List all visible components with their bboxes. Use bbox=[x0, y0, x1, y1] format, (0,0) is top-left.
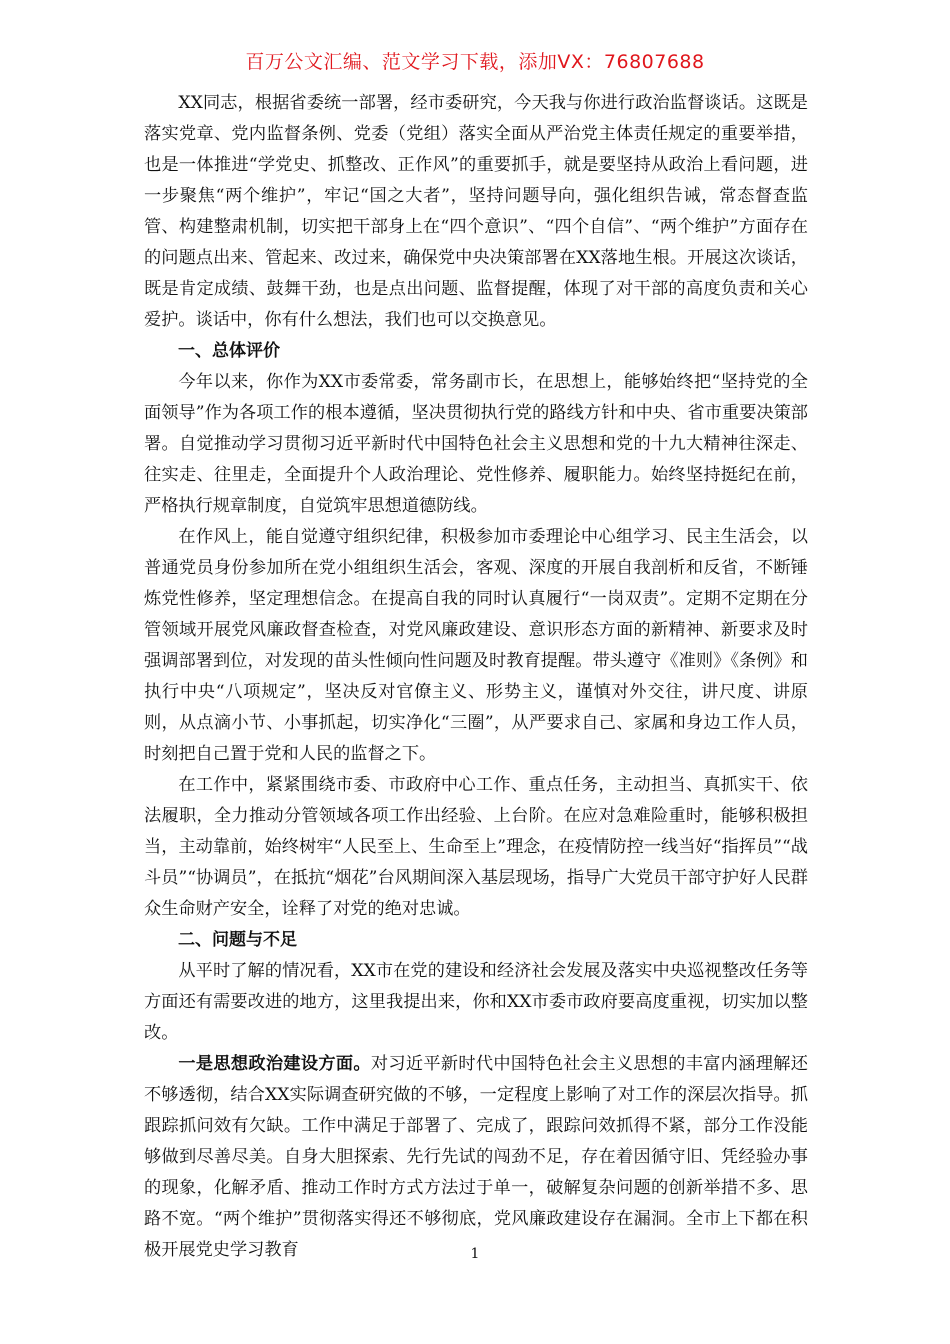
paragraph-ideological-political bbox=[144, 1049, 808, 1266]
paragraph-body: 对习近平新时代中国特色社会主义思想的丰富内涵理解还不够透彻，结合XX实际调查研究做的不够，一定程度上影响了对工作的深层次指导。抓跟踪抓问效有欠缺。工作中满足于部署了、完成了，跟踪问效抓得不紧，部分工作没能够做到尽善尽美。自身大胆探索、先行先试的闯劲不足，存在着因循守旧、凭经验办事的现象，化解矛盾、推动工作时方式方法过于单一，破解复杂问题的创新举措不多、思路不宽。“两个维护”贯彻落实得还不够彻底，党风廉政建设存在漏洞。全市上下都在积极开展党史学习教育 bbox=[144, 1054, 808, 1260]
paragraph-problems-intro: 从平时了解的情况看，XX市在党的建设和经济社会发展及落实中央巡视整改任务等方面还有需要改进的地方，这里我提出来，你和XX市委市政府要高度重视，切实加以整改。 bbox=[144, 961, 808, 1043]
paragraph-style: 在作风上，能自觉遵守组织纪律，积极参加市委理论中心组学习、民主生活会，以普通党员身份参加所在党小组组织生活会，客观、深度的开展自我剖析和反省，不断锤炼党性修养，坚定理想信念。在提高自我的同时认真履行“一岗双责”。定期不定期在分管领域开展党风廉政督查检查，对党风廉政建设、意识形态方面的新精神、新要求及时强调部署到位，对发现的苗头性倾向性问题及时教育提醒。带头遵守《准则》《条例》和执行中央“八项规定”，坚决反对官僚主义、形势主义，谨慎对外交往，讲尺度、讲原则，从点滴小节、小事抓起，切实净化“三圈”，从严要求自己、家属和身边工作人员，时刻把自己置于党和人民的监督之下。 bbox=[144, 527, 808, 764]
paragraph-lead: 一是思想政治建设方面。 bbox=[178, 1054, 371, 1074]
paragraph-thought: 今年以来，你作为XX市委常委，常务副市长，在思想上，能够始终把“坚持党的全面领导”作为各项工作的根本遵循，坚决贯彻执行党的路线方针和中央、省市重要决策部署。自觉推动学习贯彻习近平新时代中国特色社会主义思想和党的十九大精神往深走、往实走、往里走，全面提升个人政治理论、党性修养、履职能力。始终坚持挺纪在前，严格执行规章制度，自觉筑牢思想道德防线。 bbox=[144, 372, 808, 516]
intro-paragraph: XX同志，根据省委统一部署，经市委研究，今天我与你进行政治监督谈话。这既是落实党章、党内监督条例、党委（党组）落实全面从严治党主体责任规定的重要举措，也是一体推进“学党史、抓整改、正作风”的重要抓手，就是要坚持从政治上看问题，进一步聚焦“两个维护”，牢记“国之大者”，坚持问题导向，强化组织告诫，常态督查监管、构建整肃机制，切实把干部身上在“四个意识”、“四个自信”、“两个维护”方面存在的问题点出来、管起来、改过来，确保党中央决策部署在XX落地生根。开展这次谈话，既是肯定成绩、鼓舞干劲，也是点出问题、监督提醒，体现了对干部的高度负责和关心爱护。谈话中，你有什么想法，我们也可以交换意见。 bbox=[144, 93, 808, 330]
document-body bbox=[144, 88, 808, 1266]
watermark-banner: 百万公文汇编、范文学习下载，添加VX：76807688 bbox=[245, 51, 705, 73]
section-heading-problems: 二、问题与不足 bbox=[178, 930, 297, 950]
page-number: 1 bbox=[470, 1246, 480, 1262]
section-heading-overall-evaluation: 一、总体评价 bbox=[178, 341, 280, 361]
paragraph-work: 在工作中，紧紧围绕市委、市政府中心工作、重点任务，主动担当、真抓实干、依法履职，全力推动分管领域各项工作出经验、上台阶。在应对急难险重时，能够积极担当，主动靠前，始终树牢“人民至上、生命至上”理念，在疫情防控一线当好“指挥员”“战斗员”“协调员”，在抵抗“烟花”台风期间深入基层现场，指导广大党员干部守护好人民群众生命财产安全，诠释了对党的绝对忠诚。 bbox=[144, 775, 808, 919]
